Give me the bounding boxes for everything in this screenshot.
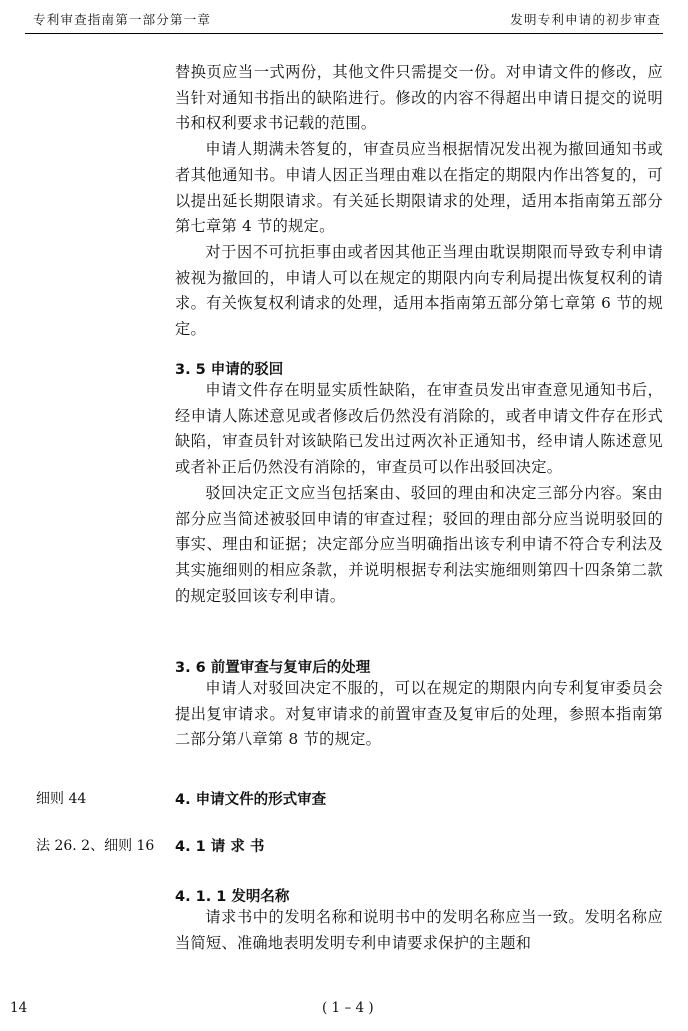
paragraph: 请求书中的发明名称和说明书中的发明名称应当一致。发明名称应当简短、准确地表明发明专利申请要求保护的主题和 — [175, 908, 663, 952]
section-heading-3-5: 3. 5 申请的驳回 — [175, 362, 284, 378]
page-number: 14 — [10, 1000, 28, 1016]
paragraph: 申请人对驳回决定不服的，可以在规定的期限内向专利复审委员会提出复审请求。对复审请求的前置审查及复审后的处理，参照本指南第二部分第八章第 8 节的规定。 — [175, 679, 663, 749]
section-heading-3-6: 3. 6 前置审查与复审后的处理 — [175, 660, 371, 676]
section-heading-4-1: 4. 1 请 求 书 — [175, 839, 265, 855]
margin-note-rule-44: 细则 44 — [36, 791, 87, 807]
paragraph: 替换页应当一式两份，其他文件只需提交一份。对申请文件的修改，应当针对通知书指出的缺陷进行。修改的内容不得超出申请日提交的说明书和权利要求书记载的范围。 — [175, 63, 663, 133]
body-text-section-3-5 — [175, 378, 663, 609]
body-text-section-3-4 — [175, 60, 663, 343]
paragraph: 驳回决定正文应当包括案由、驳回的理由和决定三部分内容。案由部分应当简述被驳回申请的审查过程；驳回的理由部分应当说明驳回的事实、理由和证据；决定部分应当明确指出该专利申请不符合专利法及其实施细则的相应条款，并说明根据专利法实施细则第四十四条第二款的规定驳回该专利申请。 — [175, 483, 663, 605]
body-text-section-4-1-1 — [175, 905, 663, 956]
running-header-right: 发明专利申请的初步审查 — [510, 12, 661, 27]
section-heading-4-1-1: 4. 1. 1 发明名称 — [175, 889, 290, 905]
body-text-section-3-6 — [175, 676, 663, 753]
running-header-left: 专利审查指南第一部分第一章 — [33, 12, 212, 27]
margin-note-law-26-2: 法 26. 2、细则 16 — [36, 838, 155, 854]
section-heading-4: 4. 申请文件的形式审查 — [175, 792, 327, 808]
paragraph: 对于因不可抗拒事由或者因其他正当理由耽误期限而导致专利申请被视为撤回的，申请人可以在规定的期限内向专利局提出恢复权利的请求。有关恢复权利请求的处理，适用本指南第五部分第七章第 6 节的规定。 — [175, 242, 663, 339]
paragraph: 申请人期满未答复的，审查员应当根据情况发出视为撤回通知书或者其他通知书。申请人因正当理由难以在指定的期限内作出答复的，可以提出延长期限请求。有关延长期限请求的处理，适用本指南第五部分第七章第 4 节的规定。 — [175, 140, 663, 236]
paragraph: 申请文件存在明显实质性缺陷，在审查员发出审查意见通知书后，经申请人陈述意见或者修改后仍然没有消除的，或者申请文件存在形式缺陷，审查员针对该缺陷已发出过两次补正通知书，经申请人陈述意见或者补正后仍然没有消除的，审查员可以作出驳回决定。 — [175, 381, 663, 477]
header-rule — [25, 33, 663, 34]
page-code: ( 1 – 4 ) — [322, 1000, 374, 1016]
